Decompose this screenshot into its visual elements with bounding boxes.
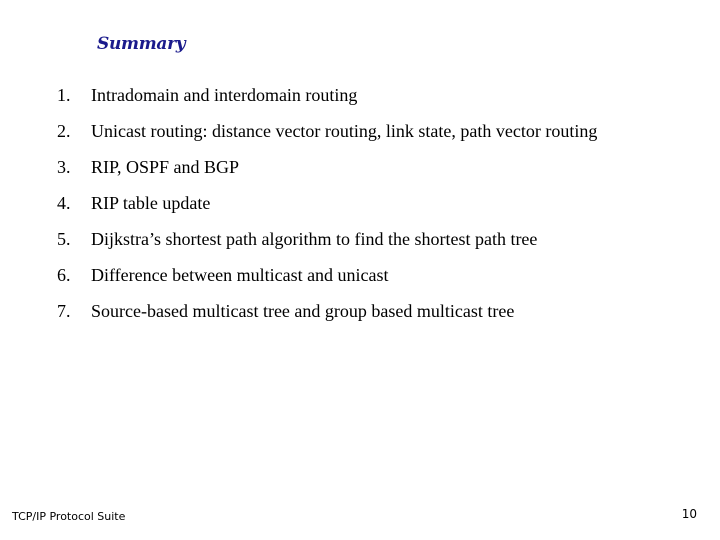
item-number: 1. — [57, 85, 71, 105]
page-number: 10 — [681, 507, 697, 521]
item-number: 5. — [57, 229, 71, 249]
slide-title: Summary — [97, 34, 186, 54]
item-number: 7. — [57, 301, 71, 321]
item-text: Source-based multicast tree and group based multicast tree — [91, 301, 515, 321]
list-item — [57, 120, 597, 156]
item-text: Unicast routing: distance vector routing, link state, path vector routing — [91, 121, 598, 141]
list-item — [57, 228, 597, 264]
list-item — [57, 156, 597, 192]
item-text: Difference between multicast and unicast — [91, 265, 389, 285]
item-text: Intradomain and interdomain routing — [91, 85, 358, 105]
item-text: RIP, OSPF and BGP — [91, 157, 240, 177]
item-number: 6. — [57, 265, 71, 285]
list-item — [57, 264, 597, 300]
summary-list — [57, 84, 597, 336]
list-item — [57, 300, 597, 336]
item-text: RIP table update — [91, 193, 211, 213]
item-number: 3. — [57, 157, 71, 177]
item-number: 2. — [57, 121, 71, 141]
item-number: 4. — [57, 193, 71, 213]
list-item — [57, 192, 597, 228]
list-item — [57, 84, 597, 120]
footer-text: TCP/IP Protocol Suite — [12, 510, 126, 523]
item-text: Dijkstra’s shortest path algorithm to find the shortest path tree — [91, 229, 538, 249]
